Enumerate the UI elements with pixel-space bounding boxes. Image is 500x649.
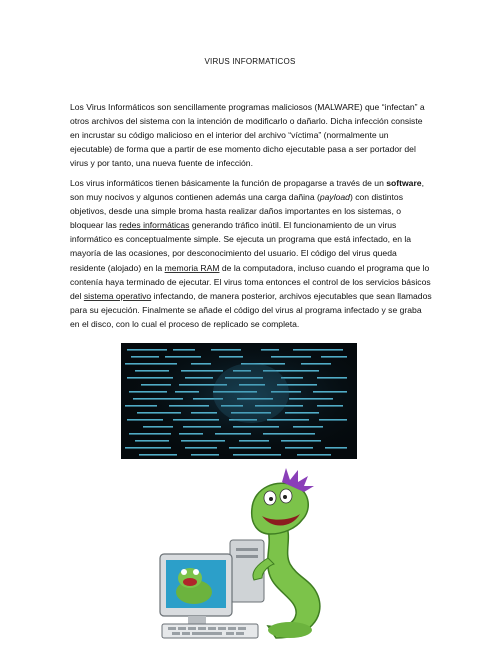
code-matrix-graphic (121, 343, 357, 459)
text-segment: Los virus informáticos tienen básicamente la función de propagarse a través de un (70, 178, 387, 188)
text-segment: , con lo cual el proceso de replicado se completa. (111, 318, 300, 329)
code-matrix-image (121, 343, 357, 459)
link-redes-informaticas[interactable]: redes informáticas (119, 220, 190, 231)
link-memoria-ram[interactable]: memoria RAM (164, 262, 220, 273)
virus-worm-computer-illustration (158, 468, 336, 644)
link-sistema-operativo[interactable]: sistema operativo (83, 290, 152, 301)
text-segment: , son muy nocivos y algunos contienen además una carga dañina ( (70, 178, 424, 203)
paragraph-function (70, 176, 432, 331)
link-disco[interactable]: disco (91, 318, 112, 329)
paragraph-intro: Los Virus Informáticos son sencillamente programas maliciosos (MALWARE) que “infectan” a otros archivos del sistema con la intención de modificarlo o dañarlo. Dicha infección consiste en incrustar su código malicioso en el interior del archivo “víctima” (normalmente un ejecutable) de forma que a partir de ese momento dicho ejecutable pasa a ser portador del virus y por tanto, una nueva fuente de infección. (70, 102, 425, 169)
text-segment: de la computadora, incluso cuando el programa que lo contenía haya terminado de ejecutar. El virus toma entonces el control de los servicios básicos del (70, 262, 431, 301)
text-segment: generando tráfico inútil. El funcionamiento de un virus informático es conceptualmente simple. Se ejecuta un programa que está infectado, en la mayoría de las ocasiones, por desconocimiento del usuario. El código del virus queda residente (alojado) en la (70, 220, 412, 273)
text-segment: infectando, de manera posterior, archivos ejecutables que sean llamados para su ejecución. Finalmente se añade el código del virus al programa infectado y se graba en el (70, 290, 432, 329)
document-title: VIRUS INFORMATICOS (204, 57, 296, 66)
link-software[interactable]: software (386, 178, 422, 188)
text-segment: ) con distintos objetivos, desde una simple broma hasta realizar daños importantes en los sistemas, o bloquear las (70, 192, 403, 231)
payload-term: payload (319, 192, 350, 203)
worm-mascot-graphic (158, 468, 336, 644)
